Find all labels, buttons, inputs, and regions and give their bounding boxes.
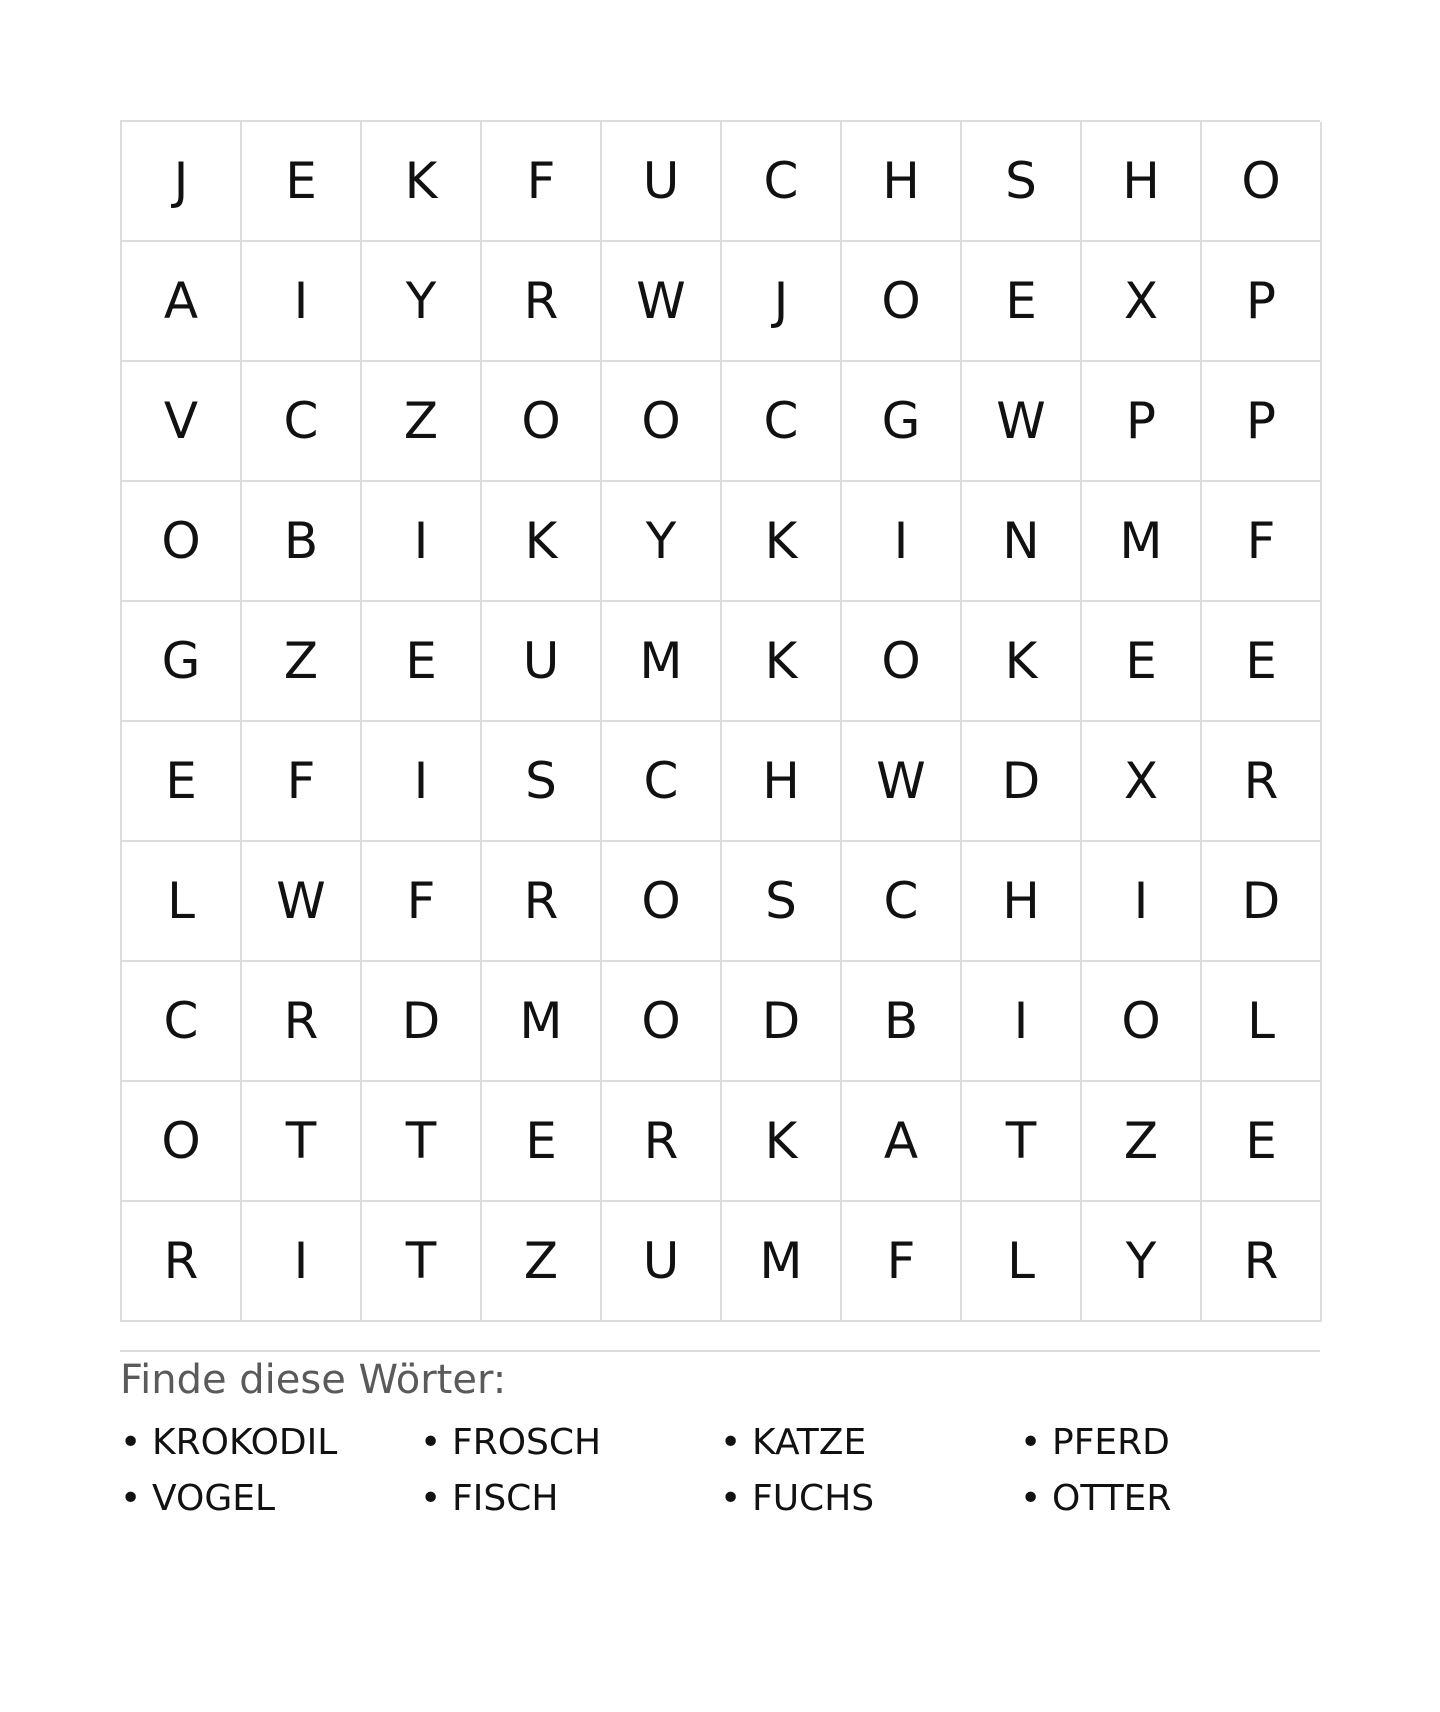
grid-cell[interactable]: F xyxy=(362,842,482,962)
grid-cell[interactable]: I xyxy=(362,722,482,842)
divider xyxy=(120,1350,1320,1352)
grid-cell[interactable]: O xyxy=(602,842,722,962)
grid-cell[interactable]: D xyxy=(1202,842,1322,962)
grid-cell[interactable]: Z xyxy=(242,602,362,722)
bullet-icon: • xyxy=(720,1477,742,1519)
grid-cell[interactable]: U xyxy=(602,122,722,242)
bullet-icon: • xyxy=(720,1421,742,1463)
grid-cell[interactable]: P xyxy=(1202,362,1322,482)
grid-cell[interactable]: E xyxy=(242,122,362,242)
grid-cell[interactable]: X xyxy=(1082,722,1202,842)
grid-cell[interactable]: M xyxy=(1082,482,1202,602)
grid-cell[interactable]: N xyxy=(962,482,1082,602)
word-label: OTTER xyxy=(1052,1477,1172,1519)
grid-cell[interactable]: S xyxy=(722,842,842,962)
grid-cell[interactable]: R xyxy=(1202,1202,1322,1322)
grid-cell[interactable]: P xyxy=(1082,362,1202,482)
grid-cell[interactable]: R xyxy=(482,242,602,362)
grid-cell[interactable]: T xyxy=(242,1082,362,1202)
grid-cell[interactable]: R xyxy=(1202,722,1322,842)
grid-cell[interactable]: U xyxy=(602,1202,722,1322)
grid-cell[interactable]: E xyxy=(122,722,242,842)
grid-cell[interactable]: R xyxy=(482,842,602,962)
grid-cell[interactable]: G xyxy=(122,602,242,722)
grid-cell[interactable]: W xyxy=(962,362,1082,482)
grid-cell[interactable]: C xyxy=(602,722,722,842)
grid-cell[interactable]: T xyxy=(362,1082,482,1202)
word-label: KATZE xyxy=(752,1421,867,1463)
grid-cell[interactable]: H xyxy=(842,122,962,242)
grid-cell[interactable]: U xyxy=(482,602,602,722)
word-label: FROSCH xyxy=(452,1421,602,1463)
word-list-item xyxy=(420,1414,720,1470)
grid-cell[interactable]: D xyxy=(722,962,842,1082)
grid-cell[interactable]: L xyxy=(962,1202,1082,1322)
grid-cell[interactable]: H xyxy=(1082,122,1202,242)
grid-cell[interactable]: F xyxy=(242,722,362,842)
word-label: KROKODIL xyxy=(152,1421,338,1463)
word-search-puzzle xyxy=(120,120,1320,1526)
grid-cell[interactable]: C xyxy=(722,362,842,482)
bullet-icon: • xyxy=(420,1421,442,1463)
word-list xyxy=(120,1414,1320,1526)
grid-cell[interactable]: A xyxy=(122,242,242,362)
grid-cell[interactable]: I xyxy=(362,482,482,602)
letter-grid xyxy=(120,120,1320,1322)
grid-cell[interactable]: E xyxy=(1082,602,1202,722)
grid-cell[interactable]: Z xyxy=(1082,1082,1202,1202)
grid-cell[interactable]: S xyxy=(482,722,602,842)
word-list-item xyxy=(720,1414,1020,1470)
grid-cell[interactable]: G xyxy=(842,362,962,482)
grid-cell[interactable]: X xyxy=(1082,242,1202,362)
grid-cell[interactable]: Y xyxy=(362,242,482,362)
word-label: VOGEL xyxy=(152,1477,276,1519)
grid-cell[interactable]: Y xyxy=(1082,1202,1202,1322)
word-list-item xyxy=(720,1470,1020,1526)
word-list-item xyxy=(420,1470,720,1526)
grid-cell[interactable]: S xyxy=(962,122,1082,242)
grid-cell[interactable]: I xyxy=(842,482,962,602)
grid-cell[interactable]: K xyxy=(722,602,842,722)
grid-cell[interactable]: M xyxy=(602,602,722,722)
grid-cell[interactable]: K xyxy=(362,122,482,242)
grid-cell[interactable]: D xyxy=(962,722,1082,842)
grid-cell[interactable]: W xyxy=(242,842,362,962)
grid-cell[interactable]: E xyxy=(1202,1082,1322,1202)
grid-cell[interactable]: K xyxy=(722,482,842,602)
grid-cell[interactable]: W xyxy=(602,242,722,362)
word-label: FISCH xyxy=(452,1477,559,1519)
grid-cell[interactable]: F xyxy=(842,1202,962,1322)
grid-cell[interactable]: R xyxy=(242,962,362,1082)
word-list-item xyxy=(1020,1470,1320,1526)
grid-cell[interactable]: H xyxy=(962,842,1082,962)
grid-cell[interactable]: E xyxy=(482,1082,602,1202)
grid-cell[interactable]: O xyxy=(1202,122,1322,242)
grid-cell[interactable]: D xyxy=(362,962,482,1082)
grid-cell[interactable]: L xyxy=(122,842,242,962)
grid-cell[interactable]: Z xyxy=(482,1202,602,1322)
grid-cell[interactable]: E xyxy=(962,242,1082,362)
grid-cell[interactable]: K xyxy=(962,602,1082,722)
grid-cell[interactable]: O xyxy=(602,962,722,1082)
grid-cell[interactable]: I xyxy=(962,962,1082,1082)
bullet-icon: • xyxy=(1020,1477,1042,1519)
grid-cell[interactable]: E xyxy=(362,602,482,722)
grid-cell[interactable]: C xyxy=(122,962,242,1082)
grid-cell[interactable]: O xyxy=(602,362,722,482)
word-list-item xyxy=(120,1470,420,1526)
bullet-icon: • xyxy=(420,1477,442,1519)
words-heading: Finde diese Wörter: xyxy=(120,1357,507,1403)
grid-cell[interactable]: P xyxy=(1202,242,1322,362)
grid-cell[interactable]: C xyxy=(842,842,962,962)
word-list-item xyxy=(120,1414,420,1470)
grid-cell[interactable]: K xyxy=(722,1082,842,1202)
grid-cell[interactable]: O xyxy=(842,242,962,362)
grid-cell[interactable]: C xyxy=(242,362,362,482)
grid-cell[interactable]: J xyxy=(722,242,842,362)
grid-cell[interactable]: C xyxy=(722,122,842,242)
grid-cell[interactable]: O xyxy=(122,1082,242,1202)
grid-cell[interactable]: V xyxy=(122,362,242,482)
bullet-icon: • xyxy=(120,1477,142,1519)
word-list-item xyxy=(1020,1414,1320,1470)
bullet-icon: • xyxy=(1020,1421,1042,1463)
grid-cell[interactable]: R xyxy=(602,1082,722,1202)
grid-cell[interactable]: W xyxy=(842,722,962,842)
grid-cell[interactable]: I xyxy=(1082,842,1202,962)
grid-cell[interactable]: B xyxy=(842,962,962,1082)
grid-cell[interactable]: H xyxy=(722,722,842,842)
grid-cell[interactable]: F xyxy=(482,122,602,242)
grid-cell[interactable]: Z xyxy=(362,362,482,482)
grid-cell[interactable]: Y xyxy=(602,482,722,602)
grid-cell[interactable]: O xyxy=(482,362,602,482)
grid-cell[interactable]: O xyxy=(1082,962,1202,1082)
grid-cell[interactable]: B xyxy=(242,482,362,602)
grid-cell[interactable]: M xyxy=(482,962,602,1082)
grid-cell[interactable]: F xyxy=(1202,482,1322,602)
grid-cell[interactable]: O xyxy=(842,602,962,722)
bullet-icon: • xyxy=(120,1421,142,1463)
grid-cell[interactable]: K xyxy=(482,482,602,602)
grid-cell[interactable]: T xyxy=(362,1202,482,1322)
grid-cell[interactable]: I xyxy=(242,242,362,362)
grid-cell[interactable]: A xyxy=(842,1082,962,1202)
grid-cell[interactable]: J xyxy=(122,122,242,242)
grid-cell[interactable]: E xyxy=(1202,602,1322,722)
grid-cell[interactable]: T xyxy=(962,1082,1082,1202)
word-label: PFERD xyxy=(1052,1421,1170,1463)
grid-cell[interactable]: R xyxy=(122,1202,242,1322)
grid-cell[interactable]: I xyxy=(242,1202,362,1322)
grid-cell[interactable]: O xyxy=(122,482,242,602)
grid-cell[interactable]: M xyxy=(722,1202,842,1322)
word-label: FUCHS xyxy=(752,1477,875,1519)
grid-cell[interactable]: L xyxy=(1202,962,1322,1082)
